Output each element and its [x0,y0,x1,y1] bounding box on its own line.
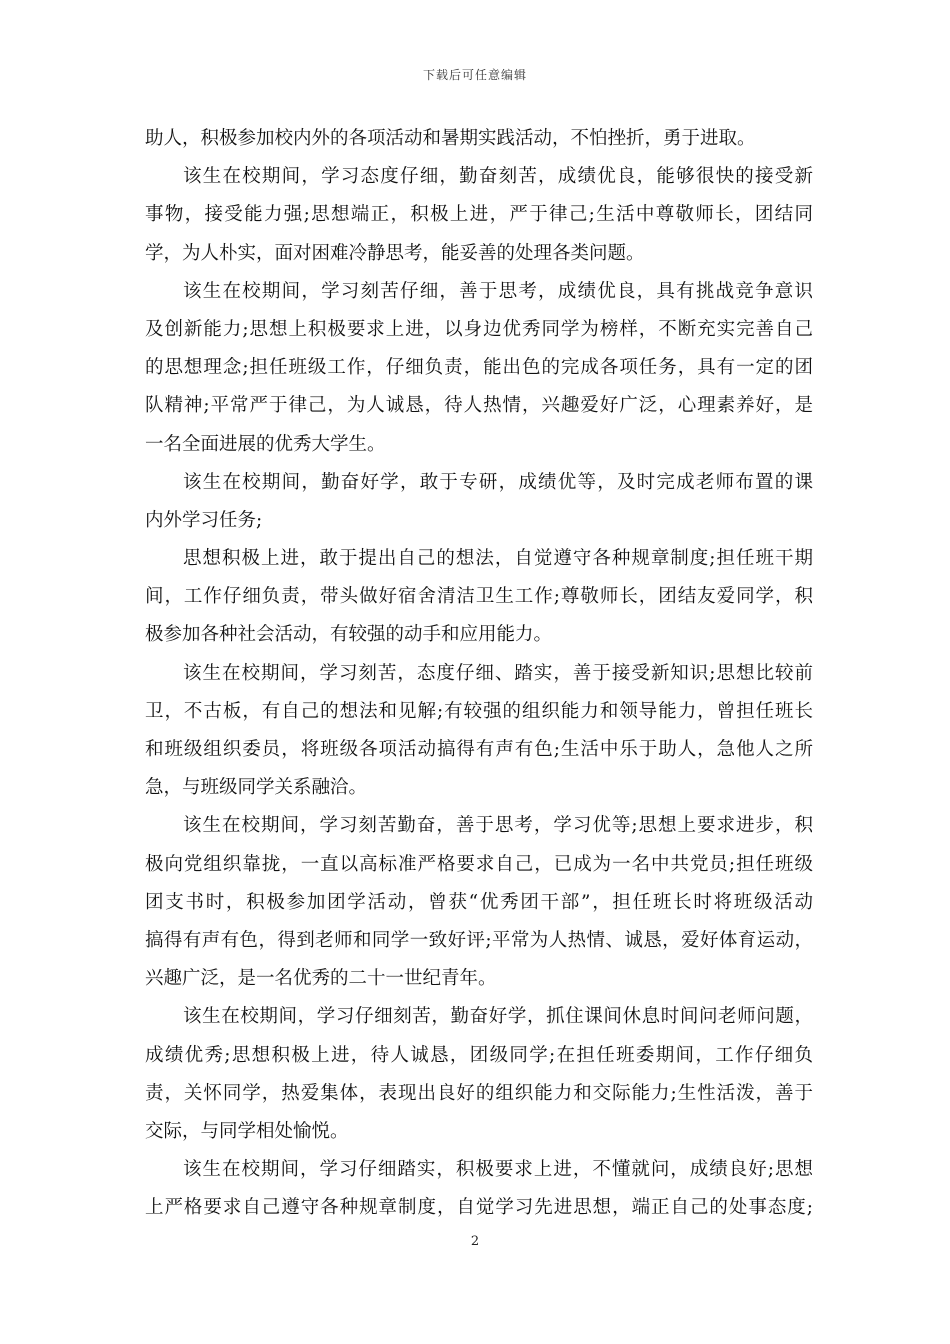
text-line: 责，关怀同学，热爱集体，表现出良好的组织能力和交际能力;生性活泼，善于 [145,1082,813,1104]
text-line: 急，与班级同学关系融洽。 [145,777,368,799]
text-line: 该生在校期间，学习态度仔细，勤奋刻苦，成绩优良，能够很快的接受新 [183,166,813,188]
text-line: 事物，接受能力强;思想端正，积极上进，严于律己;生活中尊敬师长，团结同 [145,204,813,226]
page-header: 下载后可任意编辑 [422,68,527,82]
text-line: 成绩优秀;思想积极上进，待人诚恳，团级同学;在担任班委期间，工作仔细负 [145,1044,813,1066]
text-line: 助人，积极参加校内外的各项活动和暑期实践活动，不怕挫折，勇于进取。 [145,128,756,149]
text-line: 该生在校期间，学习仔细刻苦，勤奋好学，抓住课间休息时间问老师问题， [183,1006,813,1028]
text-line: 该生在校期间，勤奋好学，敢于专研，成绩优等，及时完成老师布置的课 [183,471,813,493]
text-line: 的思想理念;担任班级工作，仔细负责，能出色的完成各项任务，具有一定的团 [145,357,813,379]
text-line: 该生在校期间，学习刻苦仔细，善于思考，成绩优良，具有挑战竞争意识 [183,280,813,302]
text-line: 间，工作仔细负责，带头做好宿舍清洁卫生工作;尊敬师长，团结友爱同学，积 [145,586,813,608]
text-line: 内外学习任务; [145,509,263,531]
document-body [145,120,813,1227]
text-line: 团支书时，积极参加团学活动，曾获“优秀团干部”，担任班长时将班级活动 [145,891,813,913]
text-line: 一名全面进展的优秀大学生。 [145,433,386,455]
text-line: 该生在校期间，学习仔细踏实，积极要求上进，不懂就问，成绩良好;思想 [183,1159,813,1181]
text-line: 交际，与同学相处愉悦。 [145,1120,349,1142]
text-line: 兴趣广泛，是一名优秀的二十一世纪青年。 [145,968,497,990]
text-line: 该生在校期间，学习刻苦勤奋，善于思考，学习优等;思想上要求进步，积 [183,815,813,837]
text-line: 思想积极上进，敢于提出自己的想法，自觉遵守各种规章制度;担任班干期 [183,548,813,570]
text-line: 及创新能力;思想上积极要求上进，以身边优秀同学为榜样，不断充实完善自己 [145,318,813,340]
text-line: 极参加各种社会活动，有较强的动手和应用能力。 [145,624,553,646]
text-line: 学，为人朴实，面对困难冷静思考，能妥善的处理各类问题。 [145,242,645,264]
text-line: 搞得有声有色，得到老师和同学一致好评;平常为人热情、诚恳，爱好体育运动， [145,929,813,951]
text-line: 上严格要求自己遵守各种规章制度，自觉学习先进思想，端正自己的处事态度; [145,1197,813,1219]
text-line: 极向党组织靠拢，一直以高标准严格要求自己，已成为一名中共党员;担任班级 [145,853,813,875]
text-line: 该生在校期间，学习刻苦，态度仔细、踏实，善于接受新知识;思想比较前 [183,662,813,684]
text-line: 队精神;平常严于律己，为人诚恳，待人热情，兴趣爱好广泛，心理素养好，是 [145,395,813,417]
text-line: 和班级组织委员，将班级各项活动搞得有声有色;生活中乐于助人，急他人之所 [145,739,813,760]
text-line: 卫，不古板，有自己的想法和见解;有较强的组织能力和领导能力，曾担任班长 [145,700,813,722]
page-number: 2 [470,1234,480,1249]
